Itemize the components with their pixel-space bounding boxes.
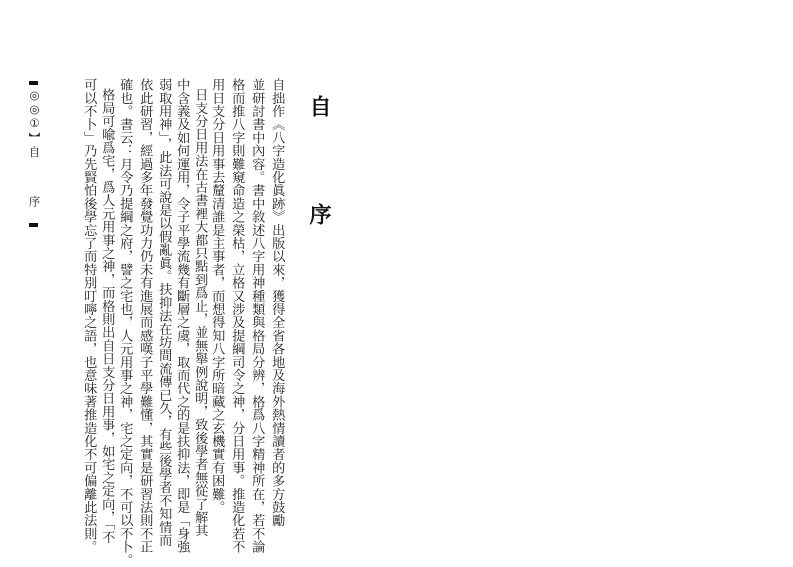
body-column-1: 自拙作《八字造化眞跡》出版以來，獲得全省各地及海外熱情讀者的多方鼓勵: [269, 78, 285, 527]
body-column-11: 可以不卜」乃先賢怕後學忘了而特別叮嚀之語，也意味著推造化不可偏離此法則。: [81, 78, 97, 554]
body-column-9: 確也。書云：月令乃提綱之府，譬之宅也，人元用事之神，宅之定向，不可以不卜。: [117, 78, 133, 567]
footer-margin: [28, 78, 40, 231]
body-column-2: 並研討書中內容。書中敘述八字用神種類與格局分辨，格爲八字精神所在，若不論: [249, 78, 265, 554]
footer-mark-top: [29, 81, 38, 85]
body-column-8: 依此研習，經過多年發覺功力仍未有進展而感嘆子平學難懂，其實是研習法則不正: [137, 78, 153, 554]
page-title: 自 序: [306, 95, 332, 255]
body-column-10: 格局可喩爲宅，爲人元用事之神，而格則出自日支分日用事，如宅之定向，「不: [99, 88, 115, 544]
page-number: ◎◎①: [27, 88, 42, 130]
body-column-5: 日支分日用法在古書裡大都只點到爲止，並無舉例說明，致後學者無從了解其: [192, 88, 208, 537]
body-column-3: 格而推八字則難窺命造之榮枯，立格又涉及提綱司令之神，分日用事。推造化若不: [229, 78, 245, 554]
footer-mark-bottom: [29, 223, 38, 227]
body-column-7: 弱取用神」，此法可說是以假亂眞。扶抑法在坊間流傳已久，有些後學者不知情而: [156, 78, 172, 547]
footer-bracket-icon: 】: [27, 132, 42, 144]
body-column-4: 用日支分日用事去釐清誰是主事者，而想得知八字所暗藏之玄機實有困難。: [209, 78, 225, 514]
body-column-6: 中含義及如何運用，令子平學流幾有斷層之虞，取而代之的是扶抑法，即是「身強: [174, 78, 190, 554]
section-label: 自 序: [27, 145, 42, 219]
